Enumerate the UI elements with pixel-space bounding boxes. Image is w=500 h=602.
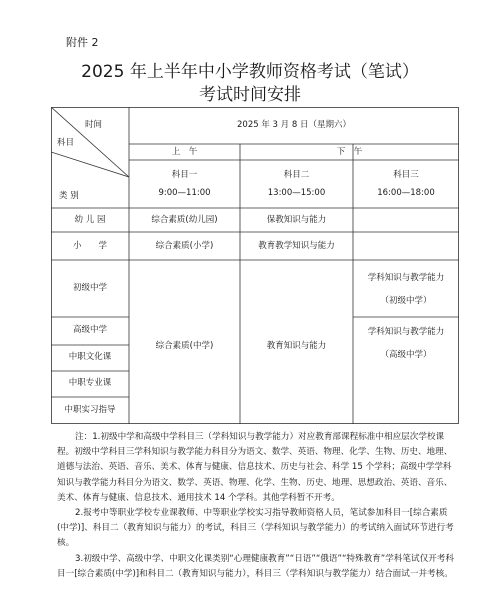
row-label-voc-practice: 中职实习指导	[64, 405, 116, 415]
morning-header: 上 午	[171, 147, 198, 157]
exam-date: 2025 年 3 月 8 日（星期六）	[237, 120, 351, 130]
primary-subject-1: 综合素质(小学)	[155, 241, 214, 251]
afternoon-header: 下 午	[336, 147, 363, 157]
note-1: 注：1.初级中学和高级中学科目三（学科知识与教学能力）对应教育部课程标准中相应层次学校课程。初级中学科目三学科知识与教学能力科目分为语文、数学、英语、物理、化学、生物、历史、地理、道德与法治、英语、音乐、美术、体育与健康、信息技术、历史与社会、科学 15 个学科；高级中学学科知识与教学能力科目分为语文、数学、英语、物理、化学、生物、历史、地理、思想政治、英语、音乐、美术、体育与健康、信息技术、通用技术 14 个学科。其他学科暂不开考。	[57, 432, 453, 503]
diag-category-label: 类 别	[59, 191, 79, 201]
document-subtitle: 考试时间安排	[199, 85, 301, 105]
junior-subject-3-line2: （初级中学）	[380, 296, 432, 306]
row-label-voc-major: 中职专业课	[68, 378, 112, 388]
secondary-subject-1: 综合素质(中学)	[155, 341, 214, 351]
senior-subject-3-line2: （高级中学）	[380, 350, 432, 360]
junior-subject-3-line1: 学科知识与教学能力	[367, 273, 445, 283]
diag-subject-label: 科目	[57, 138, 75, 148]
subject-1-time: 9:00—11:00	[158, 188, 211, 198]
document-title: 2025 年上半年中小学教师资格考试（笔试）	[81, 62, 419, 82]
note-3: 3.初级中学、高级中学、中职文化课类别“心理健康教育”“日语”“俄语”“特殊教育”学科笔试仅开考科目一[综合素质(中学)]和科目二（教育知识与能力），科目三（学科知识与教学能力）结合面试一并考核。	[57, 553, 454, 579]
notes-section	[57, 430, 455, 582]
subject-2-time: 13:00—15:00	[267, 188, 326, 198]
attachment-label: 附件 2	[66, 36, 99, 49]
row-label-junior: 初级中学	[72, 283, 107, 293]
kindergarten-subject-1: 综合素质(幼儿园)	[151, 215, 218, 225]
subject-2-name: 科目二	[283, 170, 310, 180]
kindergarten-subject-2: 保教知识与能力	[266, 215, 327, 225]
exam-schedule-table	[51, 107, 459, 424]
row-label-kindergarten: 幼 儿 园	[74, 215, 106, 225]
row-label-senior: 高级中学	[72, 325, 107, 335]
row-label-voc-culture: 中职文化课	[68, 352, 112, 362]
subject-1-name: 科目一	[171, 170, 198, 180]
note-2: 2.报考中等职业学校专业课教师、中等职业学校实习指导教师资格人员，笔试参加科目一[综合素质(中学)]、科目二（教育知识与能力）的考试，科目三（学科知识与教学能力）的考试纳入面试环节进行考核。	[57, 508, 454, 549]
subject-3-name: 科目三	[393, 170, 419, 180]
subject-3-time: 16:00—18:00	[377, 188, 435, 198]
senior-subject-3-line1: 学科知识与教学能力	[367, 327, 445, 337]
primary-subject-2: 教育教学知识与能力	[258, 241, 335, 251]
row-label-primary: 小 学	[72, 241, 107, 251]
diag-time-label: 时间	[85, 120, 103, 130]
secondary-subject-2: 教育知识与能力	[266, 341, 327, 351]
